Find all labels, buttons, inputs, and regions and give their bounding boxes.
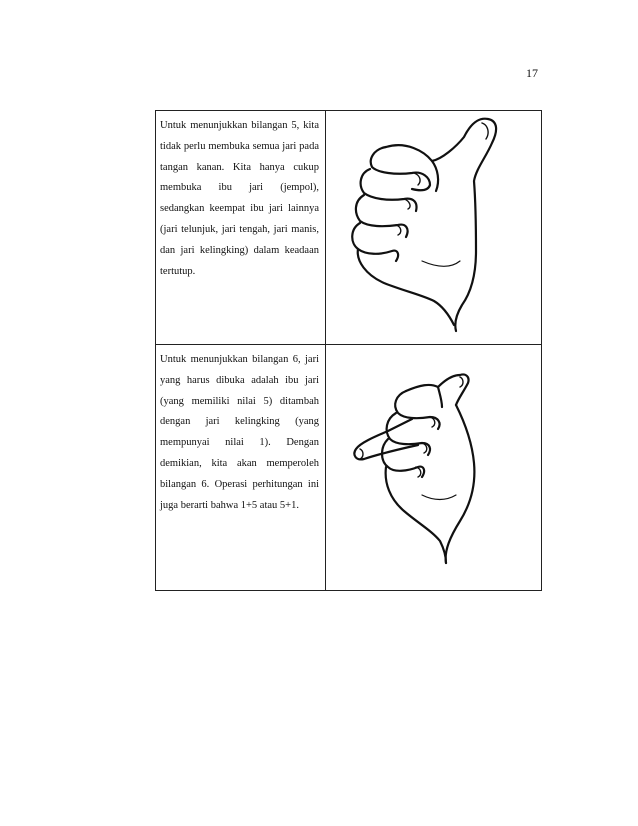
- description-cell: [156, 345, 326, 591]
- content-table: [155, 110, 542, 591]
- thumbs-up-hand-illustration: [326, 111, 542, 339]
- table-row: [156, 111, 542, 345]
- description-cell: [156, 111, 326, 345]
- image-cell: [326, 345, 542, 591]
- page-number: 17: [526, 66, 538, 80]
- description-text-6: Untuk menunjukkan bilangan 6, jari yang harus dibuka adalah ibu jari (yang memiliki nilai 5) ditambah dengan jari kelingking (yang mempunyai nilai 1). Dengan demikian, kita akan memperoleh bilangan 6. Operasi perhitungan ini juga berarti bahwa 1+5 atau 5+1.: [160, 354, 319, 511]
- description-text-5: Untuk menunjukkan bilangan 5, kita tidak perlu membuka semua jari pada tangan kanan. Kita hanya cukup membuka ibu jari (jempol), sedangkan keempat ibu jari lainnya (jari telunjuk, jari tengah, jari manis, dan jari kelingking) dalam keadaan tertutup.: [160, 120, 319, 277]
- table-row: [156, 345, 542, 591]
- shaka-hand-illustration: [326, 345, 542, 585]
- image-cell: [326, 111, 542, 345]
